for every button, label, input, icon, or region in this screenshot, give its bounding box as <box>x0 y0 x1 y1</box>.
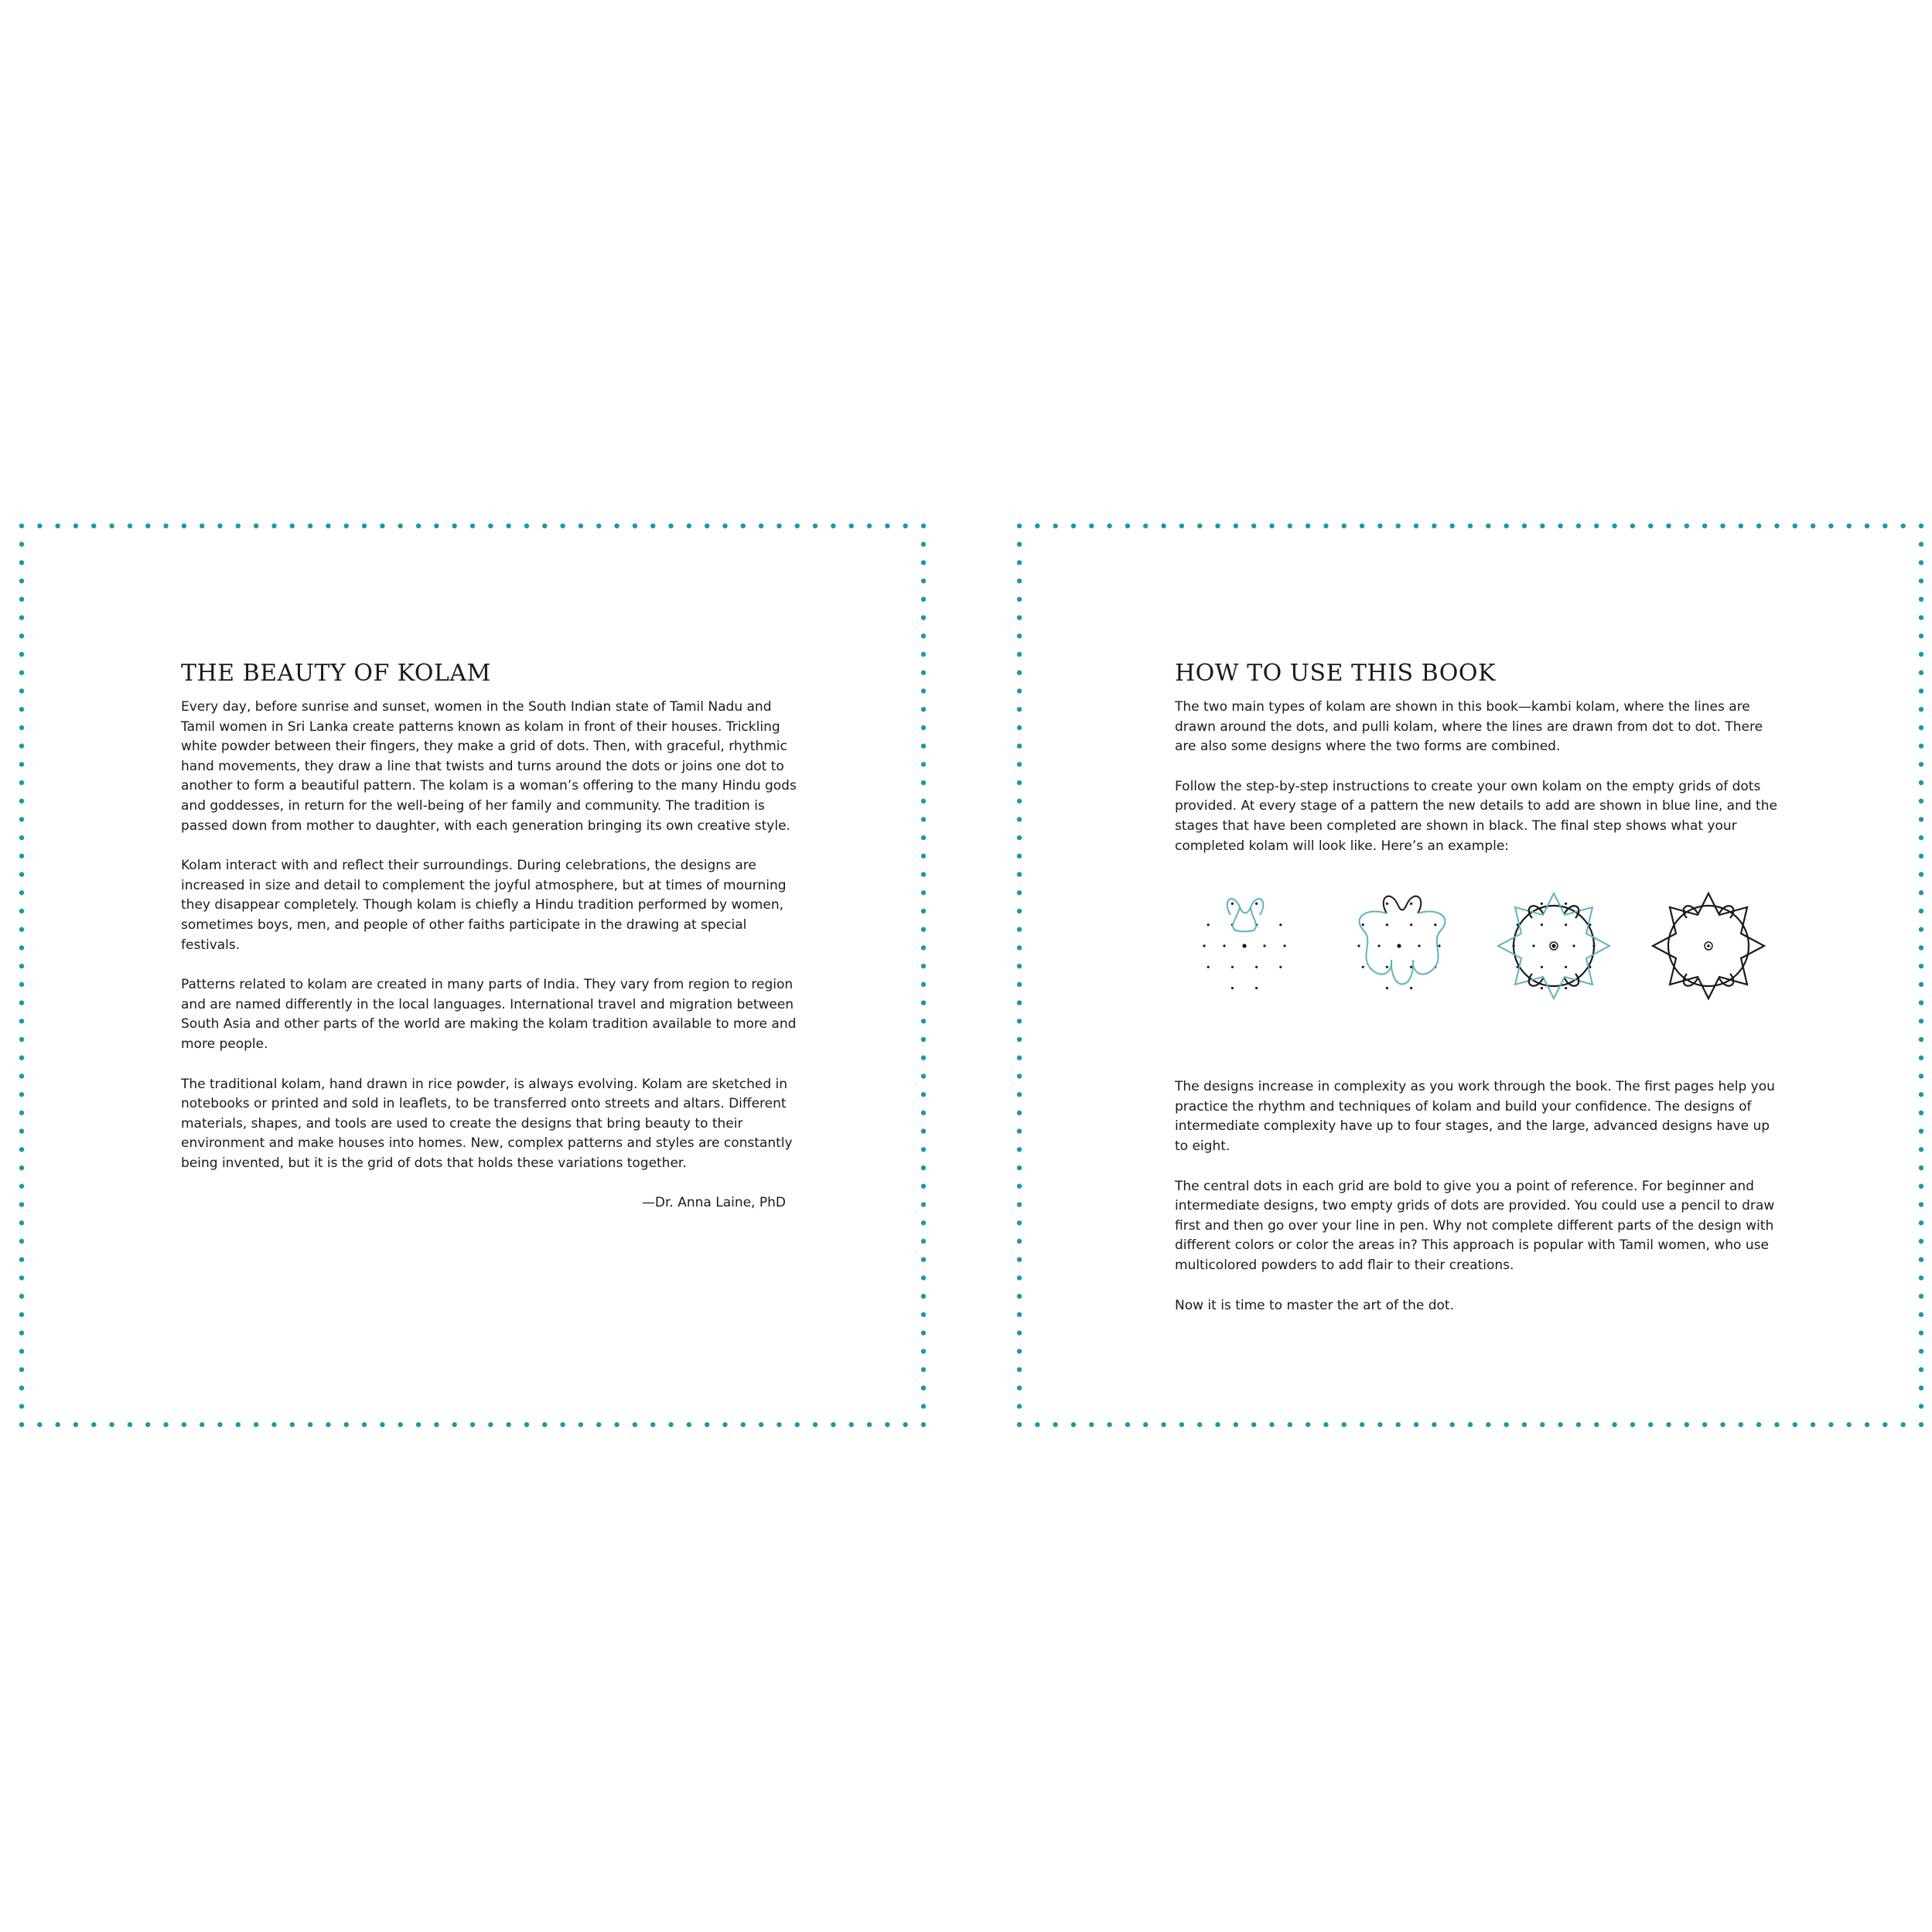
right-page-content <box>1175 660 1786 1336</box>
left-paragraph-2: Kolam interact with and reflect their surroundings. During celebrations, the designs are increased in size and detail to complement the joyful atmosphere, but at times of mourning they disappear completely. Though kolam is chiefly a Hindu tradition performed by women, sometimes boys, men, and people of other faiths participate in the drawing at special festivals. <box>181 858 787 953</box>
right-paragraph-1: The two main types of kolam are shown in this book—kambi kolam, where the lines are drawn around the dots, and pulli kolam, where the lines are drawn from dot to dot. There are also some designs where the two forms are combined. <box>1175 699 1763 755</box>
left-page-title: THE BEAUTY OF KOLAM <box>181 660 491 687</box>
left-page-content <box>181 660 800 1234</box>
kolam-step-1-icon <box>1175 876 1314 1015</box>
left-page <box>19 523 927 1428</box>
right-page-title: HOW TO USE THIS BOOK <box>1175 660 1496 687</box>
author-signature: —Dr. Anna Laine, PhD <box>641 1195 786 1211</box>
left-paragraph-1: Every day, before sunrise and sunset, women in the South Indian state of Tamil Nadu and Tamil women in Sri Lanka create patterns known as kolam in front of their houses. Trickling white powder between their fingers, they make a grid of dots. Then, with graceful, rhythmic hand movements, they draw a line that twists and turns around the dots or joins one dot to another to form a beautiful pattern. The kolam is a woman’s offering to the many Hindu gods and goddesses, in return for the well-being of her family and community. The tradition is passed down from mother to daughter, with each generation bringing its own creative style. <box>181 699 797 834</box>
kolam-step-3-icon <box>1484 876 1623 1015</box>
right-paragraph-5: Now it is time to master the art of the dot. <box>1175 1297 1454 1313</box>
right-paragraph-2: Follow the step-by-step instructions to create your own kolam on the empty grids of dots provided. At every stage of a pattern the new details to add are shown in blue line, and the stages that have been completed are shown in black. The final step shows what your completed kolam will look like. Here’s an example: <box>1175 778 1777 854</box>
right-page <box>1016 523 1924 1428</box>
right-paragraph-4: The central dots in each grid are bold to give you a point of reference. For beginner and intermediate designs, two empty grids of dots are provided. You could use a pencil to draw first and then go over your line in pen. Why not complete different parts of the design with different colors or color the areas in? This approach is popular with Tamil women, who use multicolored powders to add flair to their creations. <box>1175 1178 1775 1273</box>
left-paragraph-3: Patterns related to kolam are created in many parts of India. They vary from region to region and are named differently in the local languages. International travel and migration between South Asia and other parts of the world are making the kolam tradition available to more and more people. <box>181 977 797 1052</box>
kolam-step-2-icon <box>1330 876 1469 1015</box>
kolam-step-4-icon <box>1639 876 1778 1015</box>
kolam-example-steps <box>1175 876 1786 1054</box>
right-paragraph-3: The designs increase in complexity as you work through the book. The first pages help you practice the rhythm and techniques of kolam and build your confidence. The designs of intermediate complexity have up to four stages, and the large, advanced designs have up to eight. <box>1175 1079 1775 1154</box>
left-paragraph-4: The traditional kolam, hand drawn in rice powder, is always evolving. Kolam are sketched in notebooks or printed and sold in leaflets, to be transferred onto streets and altars. Different materials, shapes, and tools are used to create the designs that bring beauty to their environment and make houses into homes. New, complex patterns and styles are constantly being invented, but it is the grid of dots that holds these variations together. <box>181 1076 793 1171</box>
